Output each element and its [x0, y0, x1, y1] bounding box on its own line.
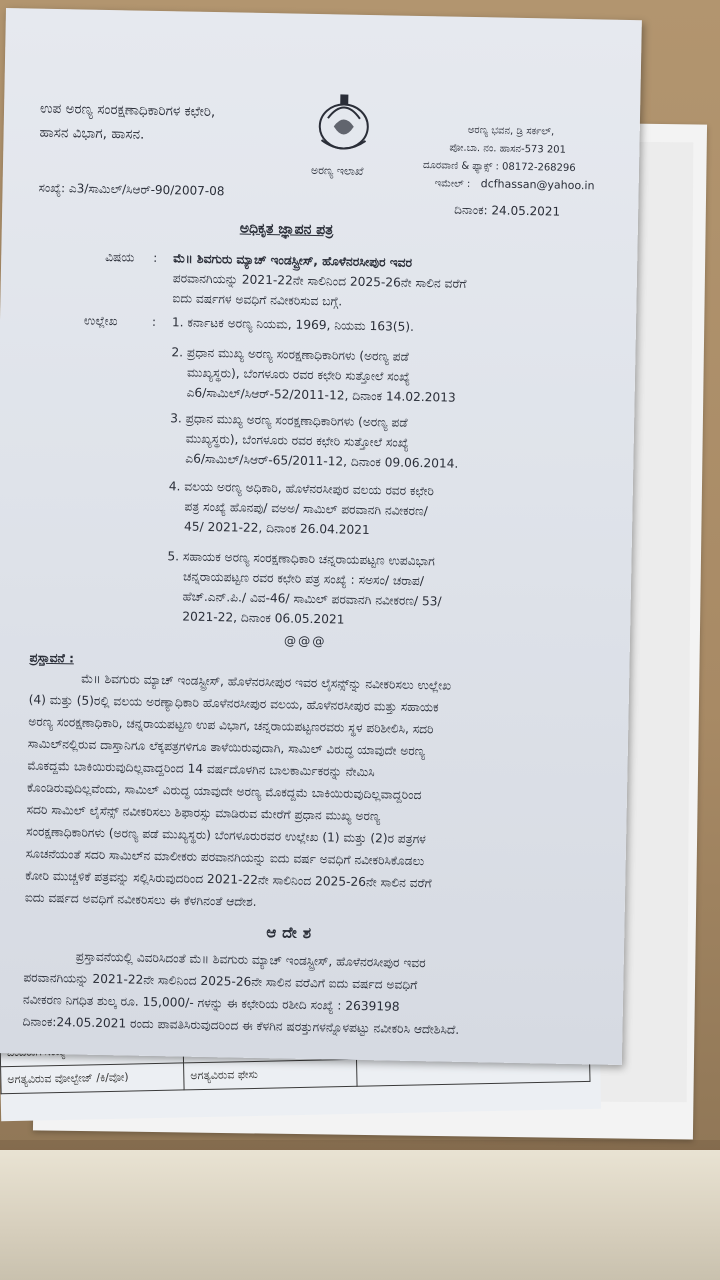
preamble-line: ಅರಣ್ಯ ಸಂರಕ್ಷಣಾಧಿಕಾರಿ, ಚನ್ನರಾಯಪಟ್ಟಣ ಉಪ ವಿಭಾಗ, ಚನ್ನರಾಯಪಟ್ಟಣರವರು ಸ್ಥಳ ಪರಿಶೀಲಿಸಿ, ಸದರಿ: [28, 714, 434, 737]
reference-item: ಪತ್ರ ಸಂಖ್ಯೆ ಹೊನಪು/ ವಅಅ/ ಸಾಮಿಲ್ ಪರವಾನಗಿ ನವೀಕರಣ/: [184, 499, 428, 519]
reference-item: ಮುಖ್ಯಸ್ಥರು), ಬೆಂಗಳೂರು ರವರ ಕಛೇರಿ ಸುತ್ತೋಲೆ ಸಂಖ್ಯೆ: [185, 431, 409, 450]
reference-item: 2021-22, ದಿನಾಂಕ 06.05.2021: [182, 609, 345, 627]
reference-item: ಚನ್ನರಾಯಪಟ್ಟಣ ರವರ ಕಛೇರಿ ಪತ್ರ ಸಂಖ್ಯೆ : ಸಅಸಂ/ ಚರಾಪ/: [182, 569, 425, 589]
preamble-line: ಕೋರಿ ಮುಚ್ಚಳಿಕೆ ಪತ್ರವನ್ನು ಸಲ್ಲಿಸಿರುವುದರಿಂದ 2021-22ನೇ ಸಾಲಿನಿಂದ 2025-26ನೇ ಸಾಲಿನ ವರೆಗೆ: [25, 868, 432, 891]
subject-line: ಮೆ॥ ಶಿವಗುರು ಮ್ಯಾಚ್ ಇಂಡಸ್ಟ್ರೀಸ್, ಹೊಳೆನರಸೀಪುರ ಇವರ: [173, 251, 413, 270]
reference-colon: :: [151, 314, 157, 329]
subject-line: ಐದು ವರ್ಷಗಳ ಅವಧಿಗೆ ನವೀಕರಿಸುವ ಬಗ್ಗೆ.: [172, 291, 343, 309]
email-address: dcfhassan@yahoo.in: [480, 177, 595, 193]
reference-item: ಮುಖ್ಯಸ್ಥರು), ಬೆಂಗಳೂರು ರವರ ಕಛೇರಿ ಸುತ್ತೋಲೆ ಸಂಖ್ಯೆ: [186, 365, 411, 384]
reference-item: ಹೆಚ್.ಎನ್.ಪಿ./ ವಿವ-46/ ಸಾಮಿಲ್ ಪರವಾನಗಿ ನವೀಕರಣ/ 53/: [182, 589, 442, 609]
memo-title: ಅಧಿಕೃತ ಜ್ಞಾಪನ ಪತ್ರ: [239, 220, 334, 239]
preamble-line: ಸಾಮಿಲ್‌ನಲ್ಲಿರುವ ದಾಸ್ತಾನಿಗೂ ಲೆಕ್ಕಪತ್ರಗಳಿಗೂ ತಾಳೆಯಿರುವುದಾಗಿ, ಸಾಮಿಲ್ ವಿರುದ್ಧ ಯಾವುದೇ ಅರಣ್ಯ: [27, 736, 426, 759]
reference-number: ಸಂಖ್ಯೆ: ಎ3/ಸಾಮಿಲ್/ಸಿಆರ್-90/2007-08: [38, 180, 225, 199]
preamble-line: ಸದರಿ ಸಾಮಿಲ್ ಲೈಸೆನ್ಸ್ ನವೀಕರಿಸಲು ಶಿಫಾರಸ್ಸು ಮಾಡಿರುವ ಮೇರೆಗೆ ಪ್ರಧಾನ ಮುಖ್ಯ ಅರಣ್ಯ: [26, 802, 381, 824]
email-label: ಇಮೇಲ್ :: [434, 178, 471, 190]
address-line: ಪೋ.ಬಾ. ನಂ. ಹಾಸನ-573 201: [449, 142, 567, 156]
memo-paper: [0, 8, 642, 1065]
order-line: ದಿನಾಂಕ:24.05.2021 ರಂದು ಪಾವತಿಸಿರುವುದರಿಂದ ಈ ಕೆಳಗಿನ ಷರತ್ತುಗಳನ್ನೊಳಪಟ್ಟು ನವೀಕರಿಸಿ ಆದೇಶಿಸಿದೆ.: [22, 1014, 460, 1037]
reference-label: ಉಲ್ಲೇಖ: [83, 313, 118, 329]
reference-item: ಎ6/ಸಾಮಿಲ್/ಸಿಆರ್-65/2011-12, ದಿನಾಂಕ 09.06.2014.: [185, 451, 459, 471]
order-line: ಪರವಾನಗಿಯನ್ನು 2021-22ನೇ ಸಾಲಿನಿಂದ 2025-26ನೇ ಸಾಲಿನ ವರೆವಿಗೆ ಐದು ವರ್ಷದ ಅವಧಿಗೆ: [23, 970, 418, 993]
subject-label: ವಿಷಯ: [105, 249, 135, 265]
preamble-line: (4) ಮತ್ತು (5)ರಲ್ಲಿ ವಲಯ ಅರಣ್ಯಾಧಿಕಾರಿ ಹೊಳೆನರಸೀಪುರ ವಲಯ, ಹೊಳೆನರಸೀಪುರ ಮತ್ತು ಸಹಾಯಕ: [28, 692, 439, 715]
memo-content: [14, 9, 624, 1060]
preamble-heading: ಪ್ರಸ್ತಾವನೆ :: [29, 650, 75, 666]
form-cell: ಅಗತ್ಯವಿರುವ ವೋಲ್ಟೇಜ್ /ಕಿ/ವೋ): [1, 1063, 185, 1094]
form-cell: ಅಗತ್ಯವಿರುವ ಫೇಸು: [184, 1059, 358, 1090]
reference-item: 5. ಸಹಾಯಕ ಅರಣ್ಯ ಸಂರಕ್ಷಣಾಧಿಕಾರಿ ಚನ್ನರಾಯಪಟ್ಟಣ ಉಪವಿಭಾಗ: [167, 549, 435, 569]
section-separator: @@@: [283, 633, 327, 649]
order-line: ನವೀಕರಣ ನಿಗಧಿತ ಶುಲ್ಕ ರೂ. 15,000/- ಗಳನ್ನು ಈ ಕಛೇರಿಯ ರಶೀದಿ ಸಂಖ್ಯೆ : 2639198: [22, 992, 400, 1014]
preamble-line: ಐದು ವರ್ಷದ ಅವಧಿಗೆ ನವೀಕರಿಸಲು ಈ ಕೆಳಗಿನಂತೆ ಆದೇಶ.: [24, 890, 257, 909]
preamble-line: ಸೂಚನೆಯಂತೆ ಸದರಿ ಸಾಮಿಲ್‌ನ ಮಾಲೀಕರು ಪರವಾನಗಿಯನ್ನು ಐದು ವರ್ಷ ಅವಧಿಗೆ ನವೀಕರಿಸಿಕೊಡಲು: [25, 846, 425, 869]
order-line: ಪ್ರಸ್ತಾವನೆಯಲ್ಲಿ ವಿವರಿಸಿದಂತೆ ಮೆ॥ ಶಿವಗುರು ಮ್ಯಾಚ್ ಇಂಡಸ್ಟ್ರೀಸ್, ಹೊಳೆನರಸೀಪುರ ಇವರ: [75, 949, 426, 971]
preamble-line: ಮೊಕದ್ದಮೆ ಬಾಕಿಯಿರುವುದಿಲ್ಲವಾದ್ದರಿಂದ 14 ವರ್ಷದೊಳಗಿನ ಬಾಲಕಾರ್ಮಿಕರನ್ನು ನೇಮಿಸಿ: [27, 758, 375, 780]
address-line: ಅರಣ್ಯ ಭವನ, ಡ್ರಿ ಸರ್ಕಲ್,: [467, 124, 555, 138]
karnataka-emblem-icon: [313, 90, 374, 161]
department-name: ಅರಣ್ಯ ಇಲಾಖೆ: [310, 163, 364, 178]
preamble-line: ಕೊಂಡಿರುವುದಿಲ್ಲವೆಂದು, ಸಾಮಿಲ್ ವಿರುದ್ಧ ಯಾವುದೇ ಅರಣ್ಯ ಮೊಕದ್ದಮೆ ಬಾಕಿಯಿರುವುದಿಲ್ಲವಾದ್ದರಿಂದ: [26, 780, 422, 803]
reference-item: 2. ಪ್ರಧಾನ ಮುಖ್ಯ ಅರಣ್ಯ ಸಂರಕ್ಷಣಾಧಿಕಾರಿಗಳು (ಅರಣ್ಯ ಪಡೆ: [171, 345, 409, 364]
office-name: ಉಪ ಅರಣ್ಯ ಸಂರಕ್ಷಣಾಧಿಕಾರಿಗಳ ಕಛೇರಿ,: [39, 100, 216, 121]
reference-item: 45/ 2021-22, ದಿನಾಂಕ 26.04.2021: [183, 519, 370, 538]
preamble-line: ಸಂರಕ್ಷಣಾಧಿಕಾರಿಗಳು (ಅರಣ್ಯ ಪಡೆ ಮುಖ್ಯಸ್ಥರು) ಬೆಂಗಳೂರುರವರ ಉಲ್ಲೇಖ (1) ಮತ್ತು (2)ರ ಪತ್ರಗಳ: [26, 824, 427, 847]
phone-fax: ದೂರವಾಣಿ & ಫ್ಯಾಕ್ಸ್ : 08172-268296: [422, 160, 576, 174]
office-division: ಹಾಸನ ವಿಭಾಗ, ಹಾಸನ.: [39, 124, 145, 143]
reference-item: 1. ಕರ್ನಾಟಕ ಅರಣ್ಯ ನಿಯಮ, 1969, ನಿಯಮ 163(5).: [171, 315, 415, 334]
order-heading: ಆದೇಶ: [266, 923, 318, 943]
reference-item: 3. ಪ್ರಧಾನ ಮುಖ್ಯ ಅರಣ್ಯ ಸಂರಕ್ಷಣಾಧಿಕಾರಿಗಳು (ಅರಣ್ಯ ಪಡೆ: [170, 411, 408, 430]
memo-date: ದಿನಾಂಕ: 24.05.2021: [454, 202, 561, 219]
subject-colon: :: [153, 250, 158, 265]
reference-item: ಎ6/ಸಾಮಿಲ್/ಸಿಆರ್-52/2011-12, ದಿನಾಂಕ 14.02.2013: [186, 385, 456, 405]
subject-line: ಪರವಾನಗಿಯನ್ನು 2021-22ನೇ ಸಾಲಿನಿಂದ 2025-26ನೇ ಸಾಲಿನ ವರೆಗೆ: [172, 271, 467, 291]
preamble-line: ಮೆ॥ ಶಿವಗುರು ಮ್ಯಾಚ್ ಇಂಡಸ್ಟ್ರೀಸ್, ಹೊಳೆನರಸೀಪುರ ಇವರ ಲೈಸನ್ಸ್‌ನ್ನು ನವೀಕರಿಸಲು ಉಲ್ಲೇಖ: [81, 671, 452, 693]
reference-item: 4. ವಲಯ ಅರಣ್ಯ ಅಧಿಕಾರಿ, ಹೊಳೆನರಸೀಪುರ ವಲಯ ರವರ ಕಛೇರಿ: [168, 479, 435, 499]
cloth-background: [0, 1150, 720, 1280]
